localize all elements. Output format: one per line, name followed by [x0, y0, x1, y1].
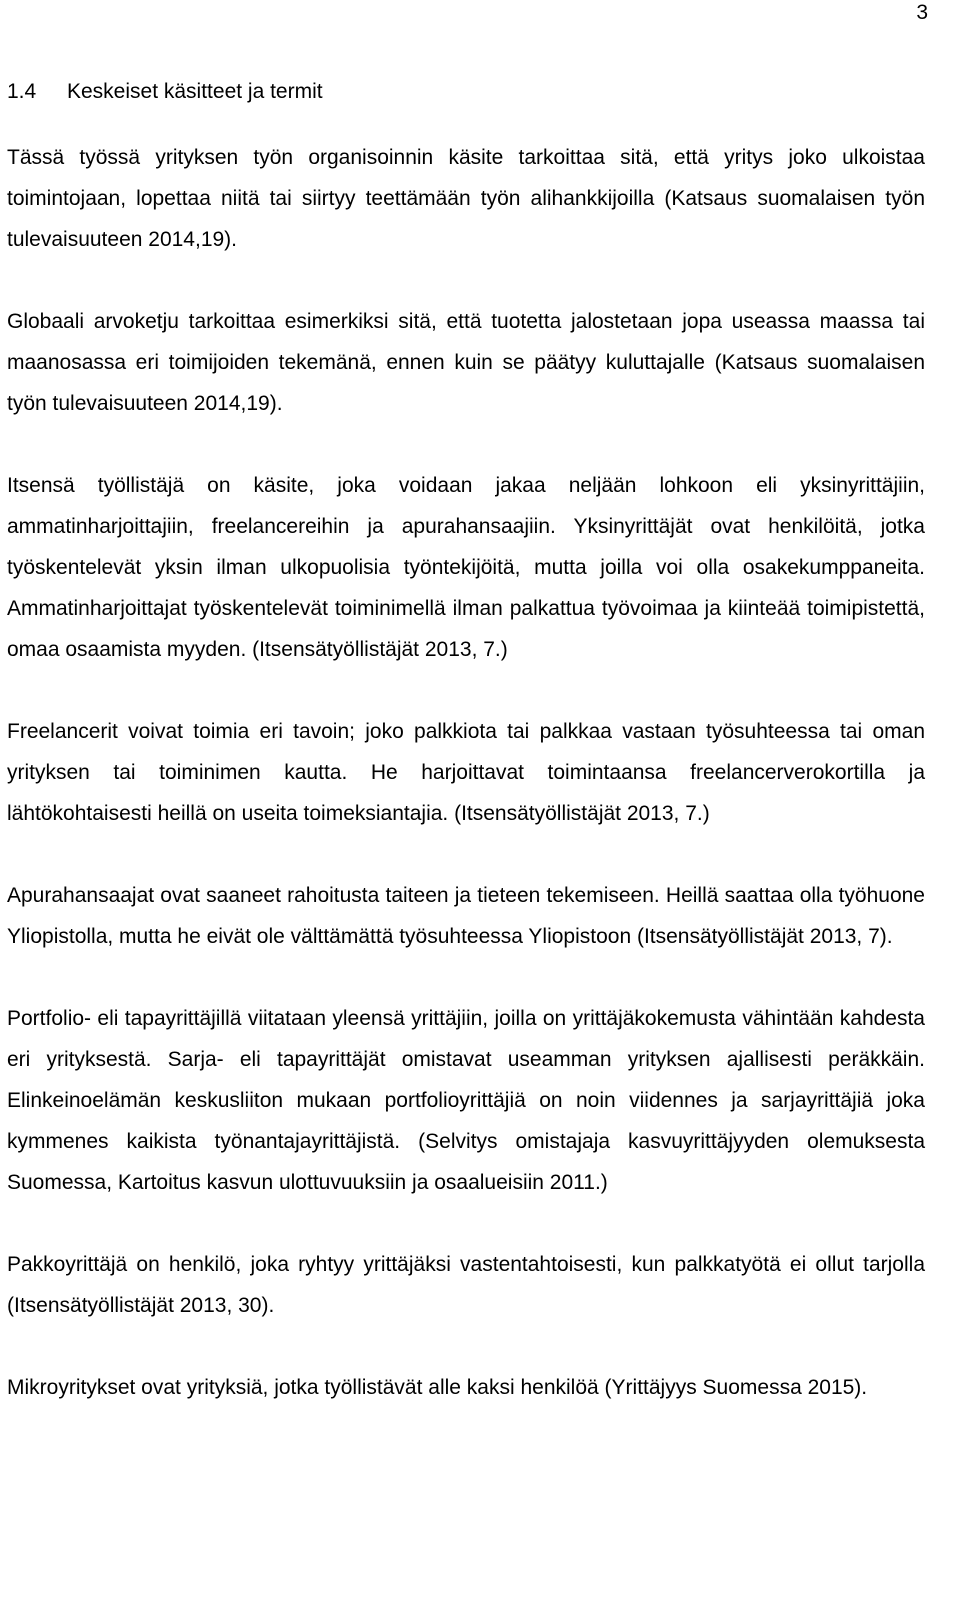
- paragraph-forced-entrepreneur: Pakkoyrittäjä on henkilö, joka ryhtyy yrittäjäksi vastentahtoisesti, kun palkkatyötä ei ollut tarjolla (Itsensätyöllistäjät 2013, 30).: [7, 1253, 925, 1317]
- section-heading: [7, 72, 925, 112]
- section-title: Keskeiset käsitteet ja termit: [67, 80, 323, 103]
- paragraph-portfolio-entrepreneurs: Portfolio- eli tapayrittäjillä viitataan yleensä yrittäjiin, joilla on yrittäjäkokemusta vähintään kahdesta eri yrityksestä. Sarja- eli tapayrittäjät omistavat useamman yrityksen ajallisesti peräkkäin. Elinkeinoelämän keskusliiton mukaan portfolioyrittäjiä on noin viidennes ja sarjayrittäjiä joka kymmenes kaikista työnantajayrittäjistä. (Selvitys omistajaja kasvuyrittäjyyden olemuksesta Suomessa, Kartoitus kasvun ulottuvuuksiin ja osaalueisiin 2011.): [7, 1007, 925, 1194]
- document-body: [7, 72, 925, 1408]
- paragraph-self-employed: Itsensä työllistäjä on käsite, joka voidaan jakaa neljään lohkoon eli yksinyrittäjiin, ammatinharjoittajiin, freelancereihin ja apurahansaajiin. Yksinyrittäjät ovat henkilöitä, jotka työskentelevät yksin ilman ulkopuolisia työntekijöitä, mutta joilla voi olla osakekumppaneita. Ammatinharjoittajat työskentelevät toiminimellä ilman palkattua työvoimaa ja kiinteää toimipistettä, omaa osaamista myyden. (Itsensätyöllistäjät 2013, 7.): [7, 474, 925, 661]
- paragraph-freelancers: Freelancerit voivat toimia eri tavoin; joko palkkiota tai palkkaa vastaan työsuhteessa tai oman yrityksen tai toiminimen kautta. He harjoittavat toimintaansa freelancerverokortilla ja lähtökohtaisesti heillä on useita toimeksiantajia. (Itsensätyöllistäjät 2013, 7.): [7, 720, 925, 825]
- paragraph-micro-enterprises: Mikroyritykset ovat yrityksiä, jotka työllistävät alle kaksi henkilöä (Yrittäjyys Suomessa 2015).: [7, 1376, 868, 1399]
- page-number: 3: [916, 1, 928, 24]
- section-number: 1.4: [7, 80, 37, 103]
- paragraph-grant-recipients: Apurahansaajat ovat saaneet rahoitusta taiteen ja tieteen tekemiseen. Heillä saattaa olla työhuone Yliopistolla, mutta he eivät ole välttämättä työsuhteessa Yliopistoon (Itsensätyöllistäjät 2013, 7).: [7, 884, 925, 948]
- paragraph-global-value-chain: Globaali arvoketju tarkoittaa esimerkiksi sitä, että tuotetta jalostetaan jopa useassa maassa tai maanosassa eri toimijoiden tekemänä, ennen kuin se päätyy kuluttajalle (Katsaus suomalaisen työn tulevaisuuteen 2014,19).: [7, 310, 925, 415]
- paragraph-work-organization: Tässä työssä yrityksen työn organisoinnin käsite tarkoittaa sitä, että yritys joko ulkoistaa toimintojaan, lopettaa niitä tai siirtyy teettämään työn alihankkijoilla (Katsaus suomalaisen työn tulevaisuuteen 2014,19).: [7, 146, 925, 251]
